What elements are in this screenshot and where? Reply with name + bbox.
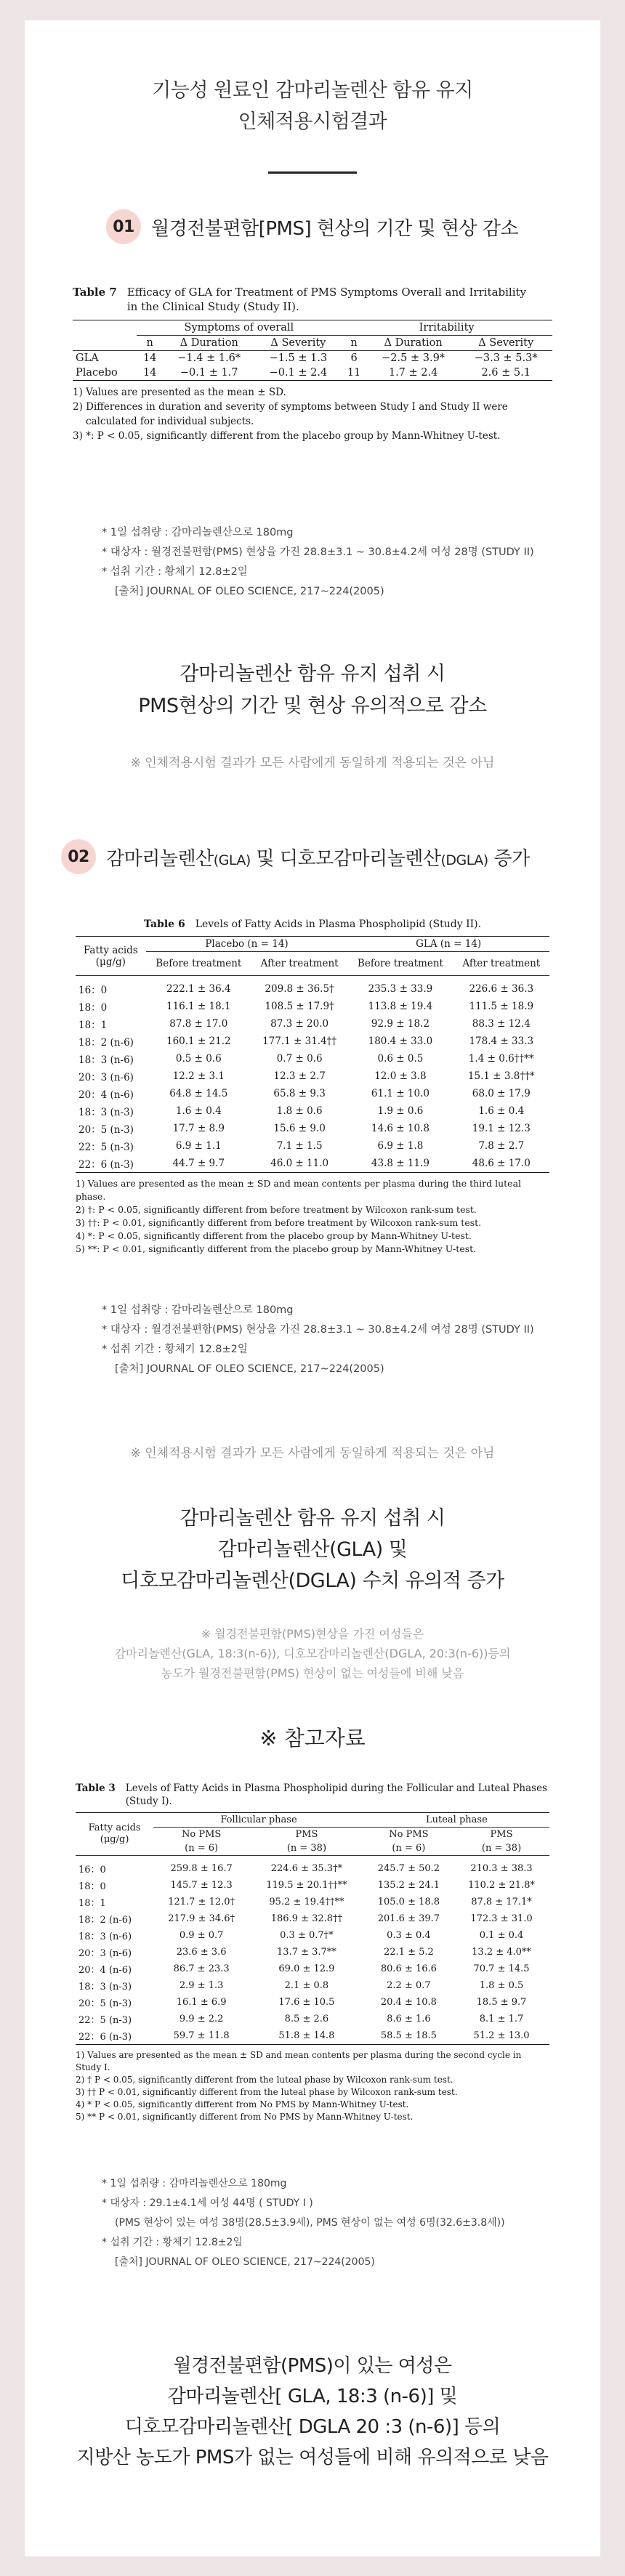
table-cell: 1.9 ± 0.6 <box>377 1105 424 1117</box>
table-cell: 22：6 (n-3) <box>76 1155 146 1173</box>
section2-gray-line1: ※ 월경전불편함(PMS)현상을 가진 여성들은 <box>201 1627 424 1641</box>
table-row <box>76 1894 549 1910</box>
table3-caption-line1: Levels of Fatty Acids in Plasma Phospholipid during the Follicular and Luteal Phases <box>125 1782 547 1794</box>
section1-headline-line1: 감마리놀렌산 함유 유지 섭취 시 <box>180 663 445 685</box>
table3-n-pms: (n = 38) <box>249 1841 364 1856</box>
section1-heading-text: 월경전불편함[PMS] 현상의 기간 및 현상 감소 <box>151 217 519 240</box>
table-cell: 65.8 ± 9.3 <box>273 1088 326 1099</box>
table-cell: 18：0 <box>78 1881 106 1892</box>
section1-meta <box>102 523 534 602</box>
table-cell: 51.2 ± 13.0 <box>453 2027 549 2045</box>
table-cell: 7.8 ± 2.7 <box>478 1140 525 1152</box>
meta-period: * 섭취 기간 : 황체기 12.8±2일 <box>102 2237 243 2248</box>
table-cell: 22：5 (n-3) <box>78 1142 134 1153</box>
table-cell: 44.7 ± 9.7 <box>146 1155 251 1173</box>
table-cell: 59.7 ± 11.8 <box>153 2027 249 2045</box>
table-cell: 18：1 <box>78 1898 106 1909</box>
table-cell: 58.5 ± 18.5 <box>364 2027 453 2045</box>
table6-figure <box>76 917 549 1256</box>
table-cell: 1.6 ± 0.4 <box>478 1105 525 1117</box>
table3-n-pms2: (n = 38) <box>453 1841 549 1856</box>
table3-group-luteal: Luteal phase <box>364 1813 549 1828</box>
meta-period: * 섭취 기간 : 황체기 12.8±2일 <box>102 1344 248 1355</box>
table-cell: 224.6 ± 35.3†* <box>270 1863 343 1874</box>
meta-source: [출처] JOURNAL OF OLEO SCIENCE, 217~224(2005) <box>115 2256 375 2268</box>
table-cell: 110.2 ± 21.8* <box>468 1880 535 1891</box>
table-cell: 17.6 ± 10.5 <box>278 1997 335 2008</box>
page-title-line1: 기능성 원료인 감마리놀렌산 함유 유지 <box>152 79 473 102</box>
table-cell: 1.8 ± 0.5 <box>479 1980 524 1991</box>
table6-col-before2: Before treatment <box>347 952 453 976</box>
table6-notes <box>76 1177 549 1256</box>
table7-col-severity2: Δ Severity <box>459 336 552 351</box>
table-cell: 12.2 ± 3.1 <box>172 1070 225 1082</box>
table3-n-nopms2: (n = 6) <box>364 1841 453 1856</box>
table-cell: 17.7 ± 8.9 <box>172 1123 225 1134</box>
table6-group-gla: GLA (n = 14) <box>347 937 549 952</box>
table-cell: 14.6 ± 10.8 <box>371 1123 430 1134</box>
table3-caption <box>76 1782 549 1808</box>
table-cell: 18：1 <box>78 1020 108 1031</box>
table-cell: 186.9 ± 32.8†† <box>270 1913 343 1924</box>
table-cell: 22：5 (n-3) <box>78 2015 132 2026</box>
table-row <box>76 2011 549 2027</box>
table3-col-pms: PMS <box>295 1829 318 1840</box>
table-cell: 178.4 ± 33.3 <box>469 1035 534 1047</box>
table3-notes <box>76 2049 549 2123</box>
table-cell: 20：4 (n-6) <box>78 1965 132 1976</box>
table-cell: 86.7 ± 23.3 <box>173 1963 230 1974</box>
table7-col-severity: Δ Severity <box>255 336 341 351</box>
meta-subjects-detail: (PMS 현상이 있는 여성 38명(28.5±3.9세), PMS 현상이 없는 여성 6명(32.6±3.8세)) <box>115 2217 505 2229</box>
table3-note: 5) ** P < 0.01, significantly different from No PMS by Mann-Whitney U-test. <box>76 2112 414 2122</box>
table-cell: 18：3 (n-6) <box>78 1931 132 1942</box>
table3-col-nopms: No PMS <box>181 1829 222 1840</box>
table-row <box>73 351 552 366</box>
section2-headline-line1: 감마리놀렌산 함유 유지 섭취 시 <box>180 1507 445 1530</box>
section2-headline-line2: 감마리놀렌산(GLA) 및 <box>217 1538 408 1561</box>
section1-disclaimer: ※ 인체적용시험 결과가 모든 사람에게 동일하게 적용되는 것은 아님 <box>130 756 495 770</box>
table-cell: 23.6 ± 3.6 <box>176 1947 227 1958</box>
table3-col-pms2: PMS <box>490 1829 513 1840</box>
table-cell: 210.3 ± 38.3 <box>470 1863 533 1874</box>
table-row <box>76 1927 549 1944</box>
table-cell: 19.1 ± 12.3 <box>472 1123 531 1134</box>
table-cell: 11 <box>341 366 367 381</box>
table-cell: 15.6 ± 9.0 <box>273 1123 326 1134</box>
table-cell: 6.9 ± 1.1 <box>175 1140 222 1152</box>
table-row <box>76 1977 549 1994</box>
table3-col-fatty <box>76 1813 153 1856</box>
table-cell: 12.0 ± 3.8 <box>374 1070 427 1082</box>
section2-number-badge: 02 <box>61 839 96 874</box>
header-text: (μg/g) <box>95 956 126 968</box>
section2-disclaimer: ※ 인체적용시험 결과가 모든 사람에게 동일하게 적용되는 것은 아님 <box>130 1446 495 1461</box>
table-cell: Placebo <box>73 366 137 381</box>
table-row <box>76 1102 549 1120</box>
table3-note: 4) * P < 0.05, significantly different from No PMS by Mann-Whitney U-test. <box>76 2099 409 2109</box>
section2-gray-line3: 농도가 월경전불편함(PMS) 현상이 없는 여성들에 비해 낮음 <box>161 1666 464 1680</box>
table-cell: 61.1 ± 10.0 <box>371 1088 430 1099</box>
table-cell: 64.8 ± 14.5 <box>169 1088 228 1099</box>
table-cell: 116.1 ± 18.1 <box>166 1001 231 1012</box>
header-text: Fatty acids <box>83 944 138 956</box>
table-row <box>76 1015 549 1033</box>
table-row <box>76 1137 549 1155</box>
table-cell: 18：2 (n-6) <box>78 1037 134 1049</box>
table6-note: 3) ††: P < 0.01, significantly different from before treatment by Wilcoxon rank-sum test. <box>76 1217 482 1228</box>
table7-caption-line2: in the Clinical Study (Study II). <box>126 300 299 313</box>
table-cell: 13.2 ± 4.0** <box>472 1947 531 1958</box>
table-cell: 105.0 ± 18.8 <box>377 1897 440 1907</box>
table-cell: 46.0 ± 11.0 <box>251 1155 347 1173</box>
table-cell: −0.1 ± 2.4 <box>255 366 341 381</box>
table-row <box>76 1944 549 1961</box>
table-cell: 80.6 ± 16.6 <box>380 1963 437 1974</box>
table-cell: 20：3 (n-6) <box>78 1948 132 1959</box>
table-cell: 87.8 ± 17.0 <box>169 1018 228 1030</box>
table-cell: 201.6 ± 39.7 <box>377 1913 440 1924</box>
table-cell: 0.9 ± 0.7 <box>179 1930 224 1941</box>
meta-period: * 섭취 기간 : 황체기 12.8±2일 <box>102 566 248 578</box>
meta-source: [출처] JOURNAL OF OLEO SCIENCE, 217~224(2005) <box>115 586 384 597</box>
table-cell: 18：3 (n-3) <box>78 1982 132 1992</box>
table-cell: 20：4 (n-6) <box>78 1089 134 1101</box>
table-cell: 88.3 ± 12.4 <box>472 1018 531 1030</box>
table7-label: Table 7 <box>73 286 117 299</box>
table7-note: 2) Differences in duration and severity of symptoms between Study I and Study II were <box>73 401 508 413</box>
table-cell: 235.3 ± 33.9 <box>368 983 433 995</box>
table-cell: 22：6 (n-3) <box>76 2027 153 2045</box>
table-cell: −1.5 ± 1.3 <box>269 352 328 364</box>
meta-subjects: * 대상자 : 29.1±4.1세 여성 44명 ( STUDY I ) <box>102 2197 313 2209</box>
table-cell: 8.1 ± 1.7 <box>479 2014 524 2024</box>
meta-subjects: * 대상자 : 월경전불편함(PMS) 현상을 가진 28.8±3.1 ~ 30.8±4.2세 여성 28명 (STUDY II) <box>102 1324 534 1336</box>
table-cell: 18：3 (n-6) <box>78 1054 134 1066</box>
table-row <box>76 1120 549 1137</box>
table6-caption-text: Levels of Fatty Acids in Plasma Phospholipid (Study II). <box>195 918 482 930</box>
table-cell: 180.4 ± 33.0 <box>368 1035 433 1047</box>
table6 <box>76 936 549 1173</box>
table3-body <box>76 1856 549 2045</box>
table-cell: 172.3 ± 31.0 <box>470 1913 533 1924</box>
table7-caption <box>73 285 552 314</box>
table6-note: 4) *: P < 0.05, significantly different from the placebo group by Mann-Whitney U-test. <box>76 1230 472 1241</box>
section1-headline-line2: PMS현상의 기간 및 현상 유의적으로 감소 <box>138 695 487 717</box>
table-row <box>76 1050 549 1067</box>
table3-col-nopms2: No PMS <box>389 1829 429 1840</box>
heading-part: (DGLA) <box>440 852 488 868</box>
table-cell: 0.5 ± 0.6 <box>175 1053 222 1065</box>
section1-heading <box>106 209 518 244</box>
table-cell: 0.6 ± 0.5 <box>377 1053 424 1065</box>
table7-col-n2: n <box>341 336 367 351</box>
heading-part: 증가 <box>488 847 530 870</box>
table6-group-placebo: Placebo (n = 14) <box>146 937 348 952</box>
section2-heading <box>61 839 530 874</box>
table-cell: −2.5 ± 3.9* <box>382 352 445 364</box>
table-cell: 108.5 ± 17.9† <box>265 1001 334 1012</box>
table-cell: 8.6 ± 1.6 <box>387 2014 431 2024</box>
table-row <box>76 1994 549 2011</box>
table-cell: 43.8 ± 11.9 <box>347 1155 453 1173</box>
section3-headline-line4: 지방산 농도가 PMS가 없는 여성들에 비해 유의적으로 낮음 <box>76 2447 549 2468</box>
table-cell: 51.8 ± 14.8 <box>249 2027 364 2045</box>
table-row <box>76 1085 549 1102</box>
table-cell: 69.0 ± 12.9 <box>278 1963 335 1974</box>
table-cell: 70.7 ± 14.5 <box>473 1963 530 1974</box>
table-row <box>76 1155 549 1173</box>
table-cell: 0.3 ± 0.7†* <box>280 1930 334 1941</box>
section3-headline-line3: 디호모감마리놀렌산[ DGLA 20 :3 (n-6)] 등의 <box>124 2416 501 2438</box>
reference-heading: ※ 참고자료 <box>259 1726 366 1751</box>
heading-part: 감마리놀렌산 <box>106 847 214 870</box>
table-cell: 18：0 <box>78 1002 108 1014</box>
table6-note: 5) **: P < 0.01, significantly different from the placebo group by Mann-Whitney U-test. <box>76 1243 477 1254</box>
table3 <box>76 1812 549 2045</box>
page-title-line2: 인체적용시험결과 <box>238 110 387 133</box>
table7-caption-line1: Efficacy of GLA for Treatment of PMS Symptoms Overall and Irritability <box>126 286 527 299</box>
table-cell: 135.2 ± 24.1 <box>377 1880 440 1891</box>
table-cell: 177.1 ± 31.4†† <box>262 1035 337 1047</box>
table6-body <box>76 976 549 1173</box>
table3-figure <box>76 1782 549 2123</box>
table6-col-after2: After treatment <box>453 952 549 976</box>
table3-note: 1) Values are presented as the mean ± SD and mean contents per plasma during the second cycle in Study I. <box>76 2050 522 2072</box>
table-cell: 16：0 <box>78 1865 106 1876</box>
header-text: (μg/g) <box>100 1834 129 1845</box>
table-cell: 7.1 ± 1.5 <box>276 1140 323 1152</box>
meta-source: [출처] JOURNAL OF OLEO SCIENCE, 217~224(2005) <box>115 1363 384 1375</box>
section3-headline-line1: 월경전불편함(PMS)이 있는 여성은 <box>173 2355 452 2377</box>
table-cell: GLA <box>76 352 99 364</box>
table-cell: 2.6 ± 5.1 <box>459 366 552 381</box>
table-cell: 92.9 ± 18.2 <box>371 1018 430 1030</box>
table-cell: 0.7 ± 0.6 <box>276 1053 323 1065</box>
table-row <box>76 1067 549 1085</box>
table-cell: 2.2 ± 0.7 <box>387 1980 431 1991</box>
section1-number-badge: 01 <box>106 209 141 244</box>
table-cell: 14 <box>137 366 163 381</box>
table-cell: 259.8 ± 16.7 <box>170 1863 233 1874</box>
table-cell: 6 <box>350 352 358 364</box>
table-cell: −0.1 ± 1.7 <box>163 366 256 381</box>
table3-caption-line2: (Study I). <box>125 1796 172 1807</box>
table-cell: 1.8 ± 0.6 <box>276 1105 323 1117</box>
table-cell: 95.2 ± 19.4††** <box>269 1897 344 1907</box>
table-cell: 113.8 ± 19.4 <box>368 1001 433 1012</box>
table-row <box>76 1961 549 1977</box>
section2-gray-line2: 감마리놀렌산(GLA, 18:3(n-6)), 디호모감마리놀렌산(DGLA, 20:3(n-6))등의 <box>114 1647 511 1660</box>
table-cell: 111.5 ± 18.9 <box>469 1001 534 1012</box>
header-text: Fatty acids <box>88 1822 141 1833</box>
table6-col-after: After treatment <box>251 952 347 976</box>
table7-col-duration2: Δ Duration <box>367 336 460 351</box>
table3-group-follicular: Follicular phase <box>153 1813 364 1828</box>
table-cell: 14 <box>142 352 157 364</box>
section2-heading-text <box>106 844 530 871</box>
table-cell: 0.3 ± 0.4 <box>387 1930 431 1941</box>
table-cell: 6.9 ± 1.8 <box>377 1140 424 1152</box>
meta-dose: * 1일 섭취량 : 감마리놀렌산으로 180mg <box>102 527 294 538</box>
table-cell: 245.7 ± 50.2 <box>377 1863 440 1874</box>
table6-col-before: Before treatment <box>146 952 251 976</box>
table-row <box>76 1910 549 1927</box>
table-row <box>73 366 552 381</box>
table-cell: 18.5 ± 9.7 <box>476 1997 527 2008</box>
table-cell: 2.9 ± 1.3 <box>179 1980 224 1991</box>
table-cell: 0.1 ± 0.4 <box>479 1930 524 1941</box>
table7-note: calculated for individual subjects. <box>86 416 254 427</box>
table-row <box>76 1033 549 1050</box>
table-cell: 87.8 ± 17.1* <box>471 1897 532 1907</box>
table-cell: 119.5 ± 20.1††** <box>266 1880 347 1891</box>
table-cell: 222.1 ± 36.4 <box>166 983 231 995</box>
table7-group-overall: Symptoms of overall <box>137 320 341 336</box>
table-row <box>76 976 549 998</box>
table7-note: 1) Values are presented as the mean ± SD. <box>73 387 286 398</box>
table-cell: −1.4 ± 1.6* <box>177 352 241 364</box>
table-cell: 12.3 ± 2.7 <box>273 1070 326 1082</box>
table3-n-nopms: (n = 6) <box>153 1841 249 1856</box>
table-cell: 226.6 ± 36.3 <box>469 983 534 995</box>
table6-label: Table 6 <box>143 918 185 930</box>
table-cell: 16.1 ± 6.9 <box>176 1997 227 2008</box>
table-row <box>76 1877 549 1894</box>
table-cell: 16：0 <box>78 985 108 996</box>
table7-group-irritability: Irritability <box>341 320 552 336</box>
table3-label: Table 3 <box>76 1782 116 1794</box>
table-cell: 13.7 ± 3.7** <box>277 1947 336 1958</box>
meta-subjects: * 대상자 : 월경전불편함(PMS) 현상을 가진 28.8±3.1 ~ 30.8±4.2세 여성 28명 (STUDY II) <box>102 546 534 558</box>
table-cell: 9.9 ± 2.2 <box>179 2014 224 2024</box>
meta-dose: * 1일 섭취량 : 감마리놀렌산으로 180mg <box>102 2178 287 2189</box>
table-cell: 87.3 ± 20.0 <box>270 1018 329 1030</box>
table-cell: 48.6 ± 17.0 <box>453 1155 549 1173</box>
table-cell: 15.1 ± 3.8††* <box>467 1070 535 1082</box>
table-cell: 20：5 (n-3) <box>78 1998 132 2009</box>
table3-note: 3) †† P < 0.01, significantly different from the luteal phase by Wilcoxon rank-sum test. <box>76 2087 458 2097</box>
table-row <box>76 1856 549 1878</box>
meta-dose: * 1일 섭취량 : 감마리놀렌산으로 180mg <box>102 1304 294 1316</box>
table6-note: 2) †: P < 0.05, significantly different from before treatment by Wilcoxon rank-sum test. <box>76 1204 477 1215</box>
table-cell: 217.9 ± 34.6† <box>168 1913 235 1924</box>
table-cell: 20：5 (n-3) <box>78 1124 134 1136</box>
table-cell: 18：3 (n-3) <box>78 1107 134 1118</box>
table7 <box>73 320 552 381</box>
section2-meta <box>102 1301 534 1379</box>
table-cell: −3.3 ± 5.3* <box>474 352 538 364</box>
table-cell: 145.7 ± 12.3 <box>170 1880 233 1891</box>
heading-part: 및 디호모감마리놀렌산 <box>250 847 441 870</box>
section3-meta <box>102 2174 505 2272</box>
section2-headline-line3: 디호모감마리놀렌산(DGLA) 수치 유의적 증가 <box>121 1570 504 1592</box>
table-cell: 68.0 ± 17.9 <box>472 1088 531 1099</box>
table-cell: 1.4 ± 0.6††** <box>468 1053 534 1065</box>
table6-note: 1) Values are presented as the mean ± SD and mean contents per plasma during the third luteal phase. <box>76 1178 522 1202</box>
table-cell: 1.6 ± 0.4 <box>175 1105 222 1117</box>
table6-caption <box>76 917 549 932</box>
table-row <box>76 998 549 1015</box>
table-cell: 2.1 ± 0.8 <box>284 1980 329 1991</box>
table-cell: 160.1 ± 21.2 <box>166 1035 231 1047</box>
table-cell: 1.7 ± 2.4 <box>367 366 460 381</box>
table-cell: 20：3 (n-6) <box>78 1072 134 1083</box>
table7-notes <box>73 385 552 443</box>
table-cell: 22.1 ± 5.2 <box>384 1947 434 1958</box>
table7-note: 3) *: P < 0.05, significantly different from the placebo group by Mann-Whitney U-test. <box>73 430 501 442</box>
table-cell: 18：2 (n-6) <box>78 1915 132 1926</box>
table-cell: 209.8 ± 36.5† <box>265 983 334 995</box>
heading-part: (GLA) <box>213 852 251 868</box>
table-row <box>76 2027 549 2045</box>
table-cell: 8.5 ± 2.6 <box>284 2014 329 2024</box>
table7-figure <box>73 285 552 443</box>
table-cell: 121.7 ± 12.0† <box>168 1897 235 1907</box>
table7-col-n: n <box>137 336 163 351</box>
section3-headline-line2: 감마리놀렌산[ GLA, 18:3 (n-6)] 및 <box>167 2386 458 2407</box>
table7-col-duration: Δ Duration <box>163 336 256 351</box>
table6-col-fatty <box>76 937 146 976</box>
table3-note: 2) † P < 0.05, significantly different from the luteal phase by Wilcoxon rank-sum test. <box>76 2075 453 2085</box>
table-cell: 20.4 ± 10.8 <box>380 1997 437 2008</box>
title-divider <box>268 171 357 174</box>
